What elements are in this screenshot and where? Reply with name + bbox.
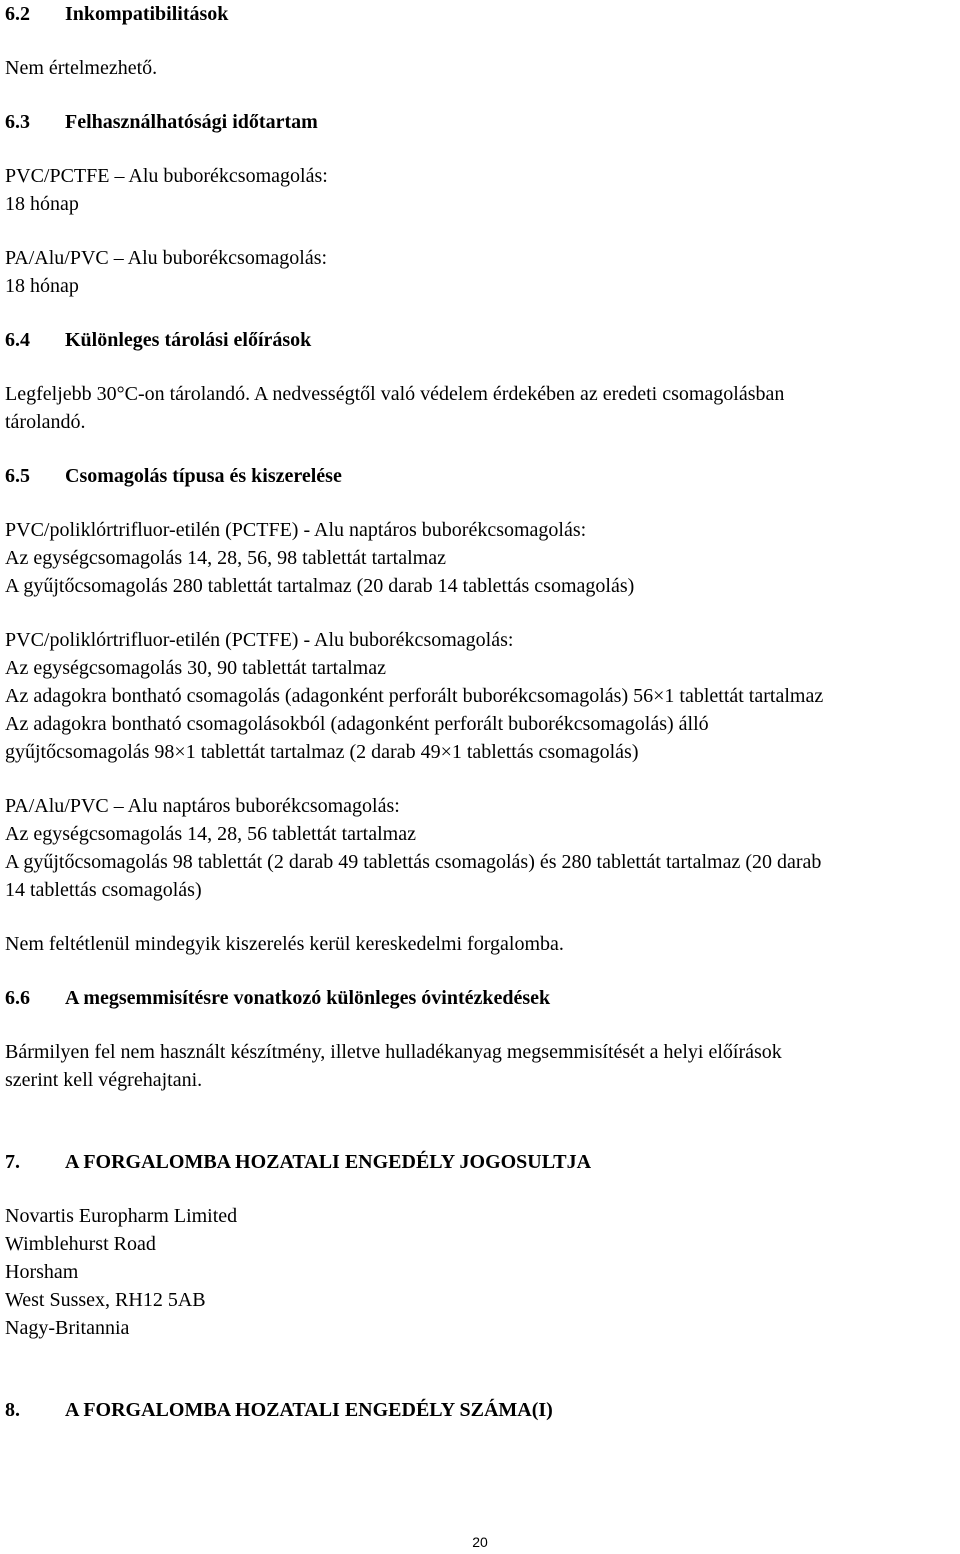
section-title: Különleges tárolási előírások xyxy=(65,329,312,351)
address-line: West Sussex, RH12 5AB xyxy=(5,1289,206,1311)
section-number: 6.3 xyxy=(5,111,30,133)
paragraph-line: 18 hónap xyxy=(5,275,79,297)
section-title: A megsemmisítésre vonatkozó különleges óvintézkedések xyxy=(65,987,551,1009)
paragraph-line: gyűjtőcsomagolás 98×1 tablettát tartalmaz (2 darab 49×1 tablettás csomagolás) xyxy=(5,741,639,763)
section-heading-6-2 xyxy=(5,0,960,28)
section-heading-8 xyxy=(5,1396,960,1424)
section-title: A FORGALOMBA HOZATALI ENGEDÉLY JOGOSULTJA xyxy=(65,1151,592,1173)
section-heading-6-5 xyxy=(5,462,960,490)
paragraph-line: Az egységcsomagolás 14, 28, 56, 98 tablettát tartalmaz xyxy=(5,547,446,569)
paragraph-line: 18 hónap xyxy=(5,193,79,215)
section-number: 8. xyxy=(5,1399,20,1421)
section-title: Felhasználhatósági időtartam xyxy=(65,111,318,133)
section-heading-6-6 xyxy=(5,984,960,1012)
section-number: 6.2 xyxy=(5,3,30,25)
section-title: A FORGALOMBA HOZATALI ENGEDÉLY SZÁMA(I) xyxy=(65,1399,553,1421)
paragraph-line: A gyűjtőcsomagolás 98 tablettát (2 darab 49 tablettás csomagolás) és 280 tablettát tartalmaz (20 darab xyxy=(5,851,822,873)
paragraph-line: tárolandó. xyxy=(5,411,86,433)
page-number: 20 xyxy=(472,1534,488,1550)
section-number: 6.6 xyxy=(5,987,30,1009)
paragraph-line: A gyűjtőcsomagolás 280 tablettát tartalmaz (20 darab 14 tablettás csomagolás) xyxy=(5,575,635,597)
section-title: Inkompatibilitások xyxy=(65,3,229,25)
paragraph-line: Az egységcsomagolás 30, 90 tablettát tartalmaz xyxy=(5,657,386,679)
paragraph-line: PA/Alu/PVC – Alu buborékcsomagolás: xyxy=(5,247,328,269)
address-line: Wimblehurst Road xyxy=(5,1233,156,1255)
paragraph-line: Az adagokra bontható csomagolásokból (adagonként perforált buborékcsomagolás) álló xyxy=(5,713,709,735)
paragraph-line: PVC/poliklórtrifluor-etilén (PCTFE) - Alu naptáros buborékcsomagolás: xyxy=(5,519,587,541)
section-heading-6-4 xyxy=(5,326,960,354)
address-line: Novartis Europharm Limited xyxy=(5,1205,238,1227)
paragraph-line: PVC/poliklórtrifluor-etilén (PCTFE) - Alu buborékcsomagolás: xyxy=(5,629,514,651)
paragraph-line: Az adagokra bontható csomagolás (adagonként perforált buborékcsomagolás) 56×1 tablettát tartalmaz xyxy=(5,685,824,707)
paragraph-line: Legfeljebb 30°C-on tárolandó. A nedvességtől való védelem érdekében az eredeti csomagolásban xyxy=(5,383,785,405)
paragraph-line: PA/Alu/PVC – Alu naptáros buborékcsomagolás: xyxy=(5,795,400,817)
section-number: 6.5 xyxy=(5,465,30,487)
document-page xyxy=(5,0,960,1424)
paragraph-line: Nem feltétlenül mindegyik kiszerelés kerül kereskedelmi forgalomba. xyxy=(5,933,564,955)
paragraph-line: PVC/PCTFE – Alu buborékcsomagolás: xyxy=(5,165,328,187)
paragraph-line: Az egységcsomagolás 14, 28, 56 tablettát tartalmaz xyxy=(5,823,416,845)
paragraph-line: Nem értelmezhető. xyxy=(5,57,158,79)
section-title: Csomagolás típusa és kiszerelése xyxy=(65,465,342,487)
address-line: Horsham xyxy=(5,1261,79,1283)
section-number: 7. xyxy=(5,1151,20,1173)
paragraph-line: 14 tablettás csomagolás) xyxy=(5,879,202,901)
section-heading-6-3 xyxy=(5,108,960,136)
paragraph-line: Bármilyen fel nem használt készítmény, illetve hulladékanyag megsemmisítését a helyi előírások xyxy=(5,1041,782,1063)
address-line: Nagy-Britannia xyxy=(5,1317,130,1339)
paragraph-line: szerint kell végrehajtani. xyxy=(5,1069,203,1091)
section-heading-7 xyxy=(5,1148,960,1176)
section-number: 6.4 xyxy=(5,329,30,351)
